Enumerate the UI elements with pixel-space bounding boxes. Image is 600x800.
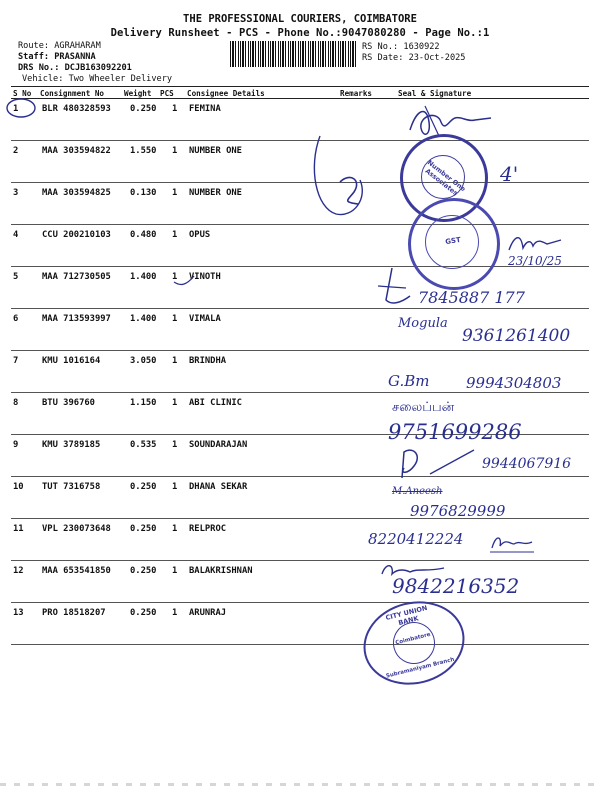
sno-circle-mark [4,96,38,120]
row-rule [11,350,589,351]
drs-number: DCJB163092201 [64,63,132,73]
drs-barcode [230,41,358,67]
staff-label: Staff: [18,52,50,62]
row-sno: 1 [13,104,19,114]
row-consignee: VINOTH [189,272,221,282]
company-title: THE PROFESSIONAL COURIERS, COIMBATORE [183,13,417,25]
row9-phone: 9751699286 [388,420,522,444]
row6-phone: 9361261400 [462,326,571,346]
row-consignment-no: MAA 303594822 [42,146,111,156]
row-consignment-no: MAA 712730505 [42,272,111,282]
drs-label: DRS No.: [18,63,60,73]
bank-stamp-name: CITY UNION BANK [384,603,429,628]
col-consignee: Consignee Details [187,89,265,98]
row-rule [11,602,589,603]
route-label: Route: AGRAHARAM [18,41,101,51]
row-pcs: 1 [172,482,178,492]
row-weight: 1.150 [130,398,157,408]
row-consignment-no: CCU 200210103 [42,230,111,240]
row-consignee: ARUNRAJ [189,608,227,618]
bank-stamp-branch: Subramaniyam Branch [385,656,456,680]
row-sno: 13 [13,608,24,618]
rs-number: RS No.: 1630922 [362,42,440,52]
row-pcs: 1 [172,356,178,366]
table-top-rule [11,86,589,87]
row-pcs: 1 [172,524,178,534]
row2-signature: 4' [500,162,519,186]
row-rule [11,560,589,561]
row-pcs: 1 [172,314,178,324]
col-remarks: Remarks [340,89,373,98]
number-one-stamp-text: Number One Associates [423,158,468,198]
staff-name: PRASANNA [54,52,96,62]
row13-phone: 9842216352 [392,574,520,598]
row-weight: 0.250 [130,566,157,576]
row-consignee: ABI CLINIC [189,398,242,408]
row5-signature [372,266,414,308]
staff-line [18,52,96,62]
row-pcs: 1 [172,398,178,408]
row-consignee: NUMBER ONE [189,146,242,156]
row-sno: 9 [13,440,19,450]
row-weight: 0.250 [130,482,157,492]
row-weight: 0.250 [130,608,157,618]
row6-name: Mogula [398,316,448,331]
row-pcs: 1 [172,566,178,576]
col-seal: Seal & Signature [398,89,472,98]
row-consignment-no: MAA 713593997 [42,314,111,324]
row10-phone: 9944067916 [482,456,572,472]
row-sno: 8 [13,398,19,408]
row-sno: 2 [13,146,19,156]
row8-signature: சலைப்பன் [392,400,455,415]
table-header-rule [11,98,589,99]
row-consignee: FEMINA [189,104,221,114]
row-weight: 0.250 [130,104,157,114]
round-seal-stamp [408,198,500,290]
row-consignee: NUMBER ONE [189,188,242,198]
row-sno: 4 [13,230,19,240]
row-sno: 11 [13,524,24,534]
row10-signature [392,444,482,484]
row-consignment-no: KMU 3789185 [42,440,101,450]
row-consignment-no: BTU 396760 [42,398,95,408]
row-consignee: BALAKRISHNAN [189,566,253,576]
row-weight: 1.400 [130,314,157,324]
row-sno: 6 [13,314,19,324]
row-rule [11,308,589,309]
col-sno: S No [13,89,32,98]
row-consignment-no: TUT 7316758 [42,482,101,492]
row5-tick-mark [172,268,196,288]
row-consignee: RELPROC [189,524,227,534]
row-rule [11,140,589,141]
row-rule [11,224,589,225]
row-rule [11,392,589,393]
col-consignment: Consignment No [40,89,105,98]
col-weight: Weight [124,89,152,98]
row-pcs: 1 [172,104,178,114]
row-consignment-no: KMU 1016164 [42,356,101,366]
rs-date: RS Date: 23-Oct-2025 [362,53,466,63]
row12-phone: 8220412224 [368,530,464,548]
row-pcs: 1 [172,440,178,450]
row-consignment-no: VPL 230073648 [42,524,111,534]
round-seal-text: GST [444,235,462,247]
row-sno: 5 [13,272,19,282]
row-consignment-no: PRO 18518207 [42,608,106,618]
row-weight: 1.550 [130,146,157,156]
row-pcs: 1 [172,146,178,156]
row-sno: 7 [13,356,19,366]
row-consignee: SOUNDARAJAN [189,440,248,450]
row-weight: 1.400 [130,272,157,282]
row-pcs: 1 [172,230,178,240]
row7-signature: G.Bm [388,372,430,390]
row3-remark-mark [310,128,380,223]
bank-stamp-city: Coimbatore [394,631,432,647]
row-consignee: OPUS [189,230,211,240]
row-sno: 10 [13,482,24,492]
row-consignment-no: MAA 303594825 [42,188,111,198]
row-weight: 0.535 [130,440,157,450]
row-rule [11,476,589,477]
row-pcs: 1 [172,608,178,618]
row-consignment-no: BLR 480328593 [42,104,111,114]
row11-phone: 9976829999 [410,502,506,520]
col-pcs: PCS [160,89,174,98]
runsheet-subtitle: Delivery Runsheet - PCS - Phone No.:9047080280 - Page No.:1 [110,27,490,39]
row-sno: 3 [13,188,19,198]
row11-name: M.Aneesh [392,486,443,497]
row7-phone: 9994304803 [466,374,562,392]
row-consignee: VIMALA [189,314,221,324]
drs-line [18,63,132,73]
row-weight: 0.130 [130,188,157,198]
row-rule [11,266,589,267]
row12-signature [488,532,536,554]
row-sno: 12 [13,566,24,576]
row-consignee: DHANA SEKAR [189,482,248,492]
row4-signature [505,232,565,254]
row-pcs: 1 [172,272,178,282]
row-pcs: 1 [172,188,178,198]
row4-date: 23/10/25 [508,254,562,268]
scan-edge-artifact [0,783,600,786]
row-rule [11,644,589,645]
row-consignment-no: MAA 653541850 [42,566,111,576]
vehicle-label: Vehicle: Two Wheeler Delivery [22,74,173,84]
row-weight: 0.250 [130,524,157,534]
row-consignee: BRINDHA [189,356,227,366]
row-weight: 3.050 [130,356,157,366]
row5-phone: 7845887 177 [418,288,525,307]
row-weight: 0.480 [130,230,157,240]
